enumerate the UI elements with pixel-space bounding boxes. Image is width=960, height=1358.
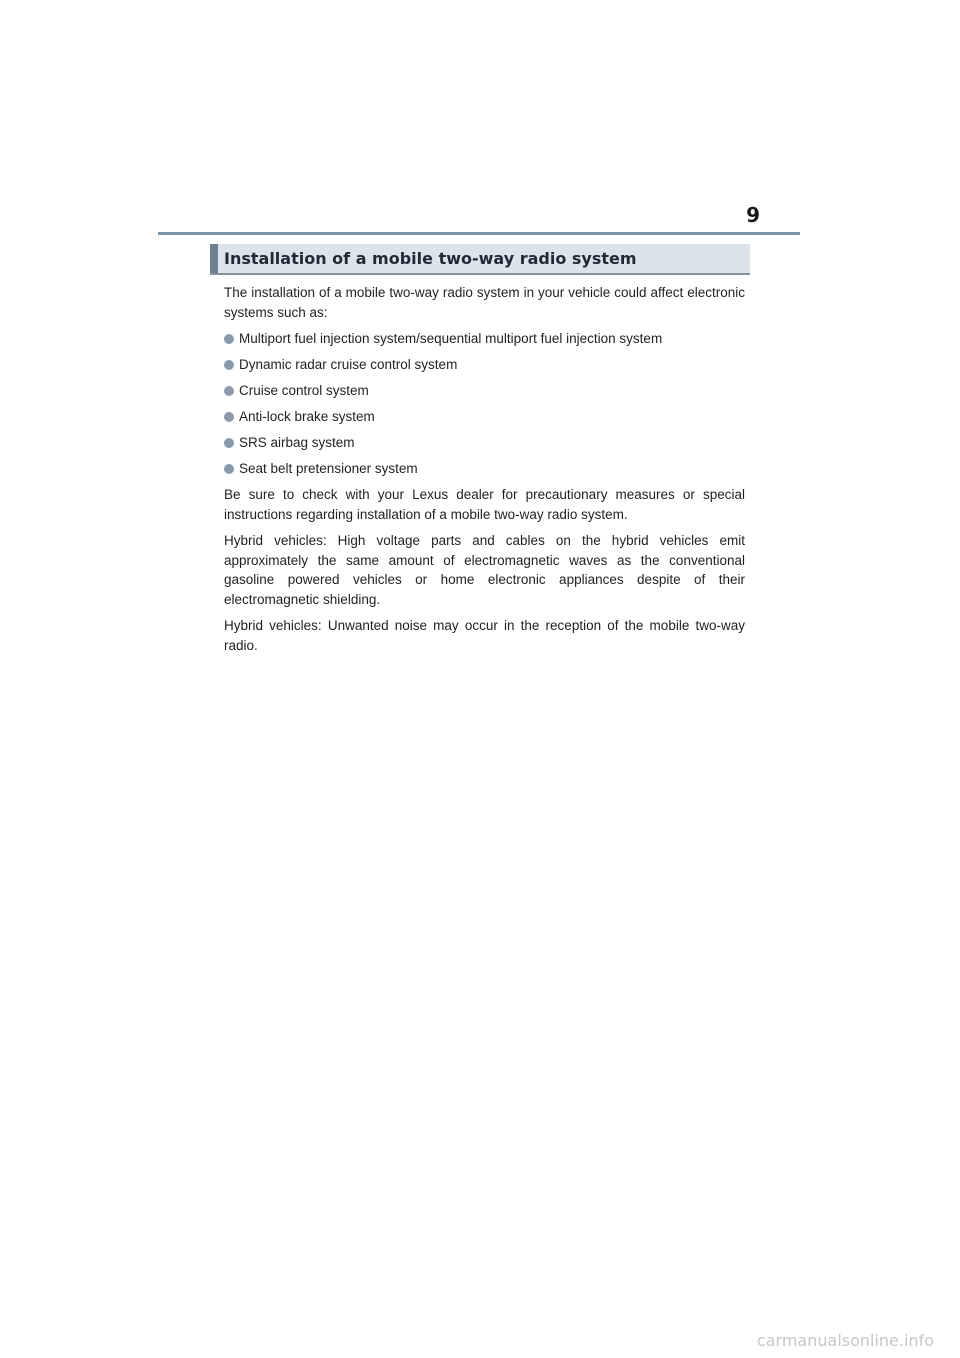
dealer-paragraph: Be sure to check with your Lexus dealer for precautionary measures or special instructions regarding installation of a mobile two-way radio system. (224, 487, 745, 522)
bullet-icon (224, 464, 234, 474)
section-heading-bar (210, 244, 750, 275)
header-rule (158, 232, 800, 235)
list-item: Multiport fuel injection system/sequential multiport fuel injection system (224, 329, 745, 349)
list-item: SRS airbag system (224, 433, 745, 453)
list-item: Cruise control system (224, 381, 745, 401)
bullet-icon (224, 360, 234, 370)
section-title: Installation of a mobile two-way radio system (224, 249, 637, 268)
intro-paragraph: The installation of a mobile two-way radio system in your vehicle could affect electronic systems such as: (224, 285, 745, 320)
page-number: 9 (746, 203, 760, 227)
hybrid-noise-paragraph: Hybrid vehicles: Unwanted noise may occur in the reception of the mobile two-way radio. (224, 618, 745, 653)
list-item: Seat belt pretensioner system (224, 459, 745, 479)
affected-systems-list (224, 329, 745, 479)
hybrid-waves-paragraph: Hybrid vehicles: High voltage parts and cables on the hybrid vehicles emit approximately the same amount of electromagnetic waves as the conventional gasoline powered vehicles or home electronic appliances despite of their electromagnetic shielding. (224, 533, 745, 607)
bullet-icon (224, 386, 234, 396)
bullet-icon (224, 412, 234, 422)
footer-watermark: carmanualsonline.info (756, 1331, 934, 1350)
bullet-icon (224, 334, 234, 344)
section-content (224, 283, 745, 662)
bullet-icon (224, 438, 234, 448)
list-item: Dynamic radar cruise control system (224, 355, 745, 375)
list-item: Anti-lock brake system (224, 407, 745, 427)
heading-accent (210, 244, 218, 273)
